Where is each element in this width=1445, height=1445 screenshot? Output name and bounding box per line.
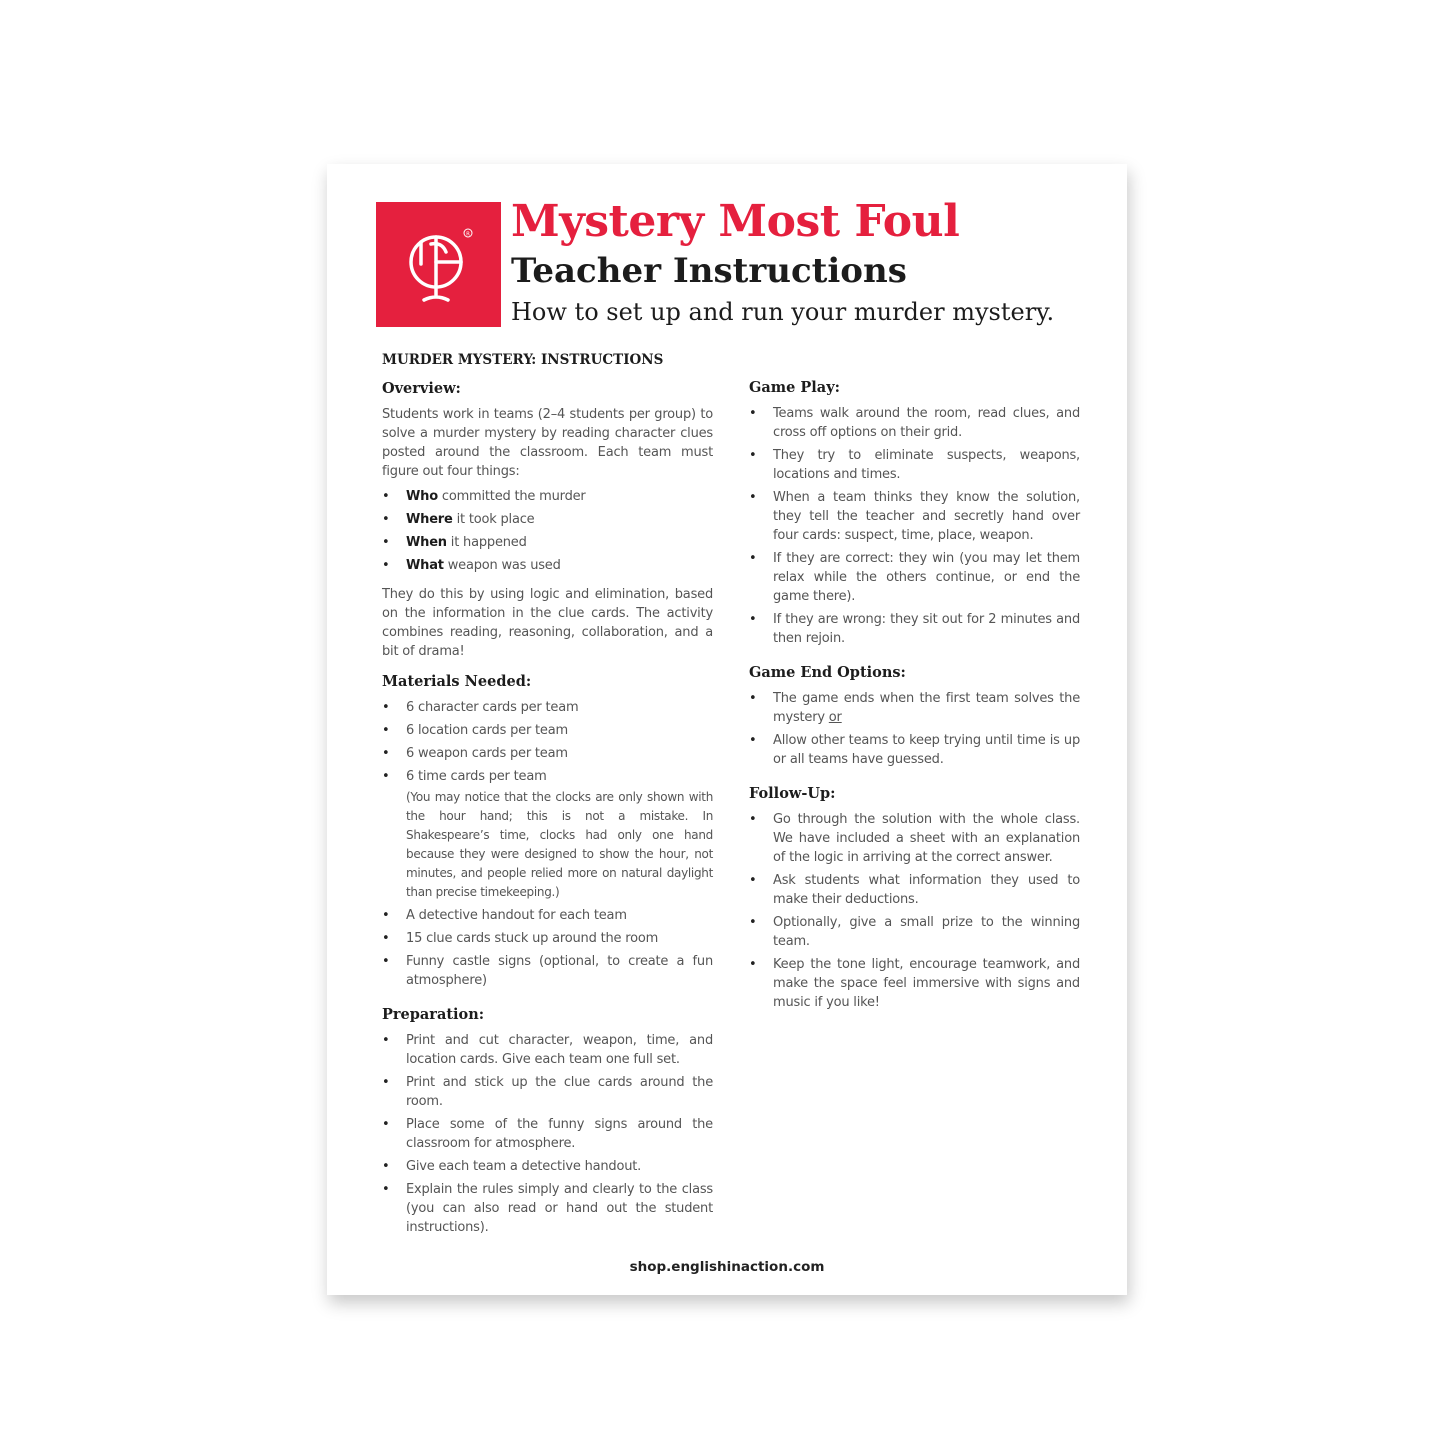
overview-list xyxy=(382,487,713,575)
main-heading: MURDER MYSTERY: INSTRUCTIONS xyxy=(382,352,664,368)
list-item: • They try to eliminate suspects, weapons, locations and times. xyxy=(749,448,1080,482)
list-item: • Keep the tone light, encourage teamwork, and make the space feel immersive with signs and music if you like! xyxy=(749,957,1080,1010)
list-item: • 6 weapon cards per team xyxy=(382,746,568,761)
list-item: • Teams walk around the room, read clues, and cross off options on their grid. xyxy=(749,406,1080,440)
list-item: • 15 clue cards stuck up around the room xyxy=(382,931,659,946)
followup-heading: Follow-Up: xyxy=(749,785,836,802)
list-item: • Place some of the funny signs around the classroom for atmosphere. xyxy=(382,1117,713,1151)
list-item: • Funny castle signs (optional, to create a fun atmosphere) xyxy=(382,954,713,988)
list-item: • A detective handout for each team xyxy=(382,908,627,923)
page-title: Mystery Most Foul xyxy=(511,196,960,247)
english-in-action-logo-icon xyxy=(376,202,501,327)
page-tagline: How to set up and run your murder mystery. xyxy=(511,298,1055,326)
page-subtitle: Teacher Instructions xyxy=(511,251,907,291)
list-item: • If they are wrong: they sit out for 2 minutes and then rejoin. xyxy=(749,612,1080,646)
materials-heading: Materials Needed: xyxy=(382,673,532,690)
list-item: • Where it took place xyxy=(382,512,535,527)
overview-heading: Overview: xyxy=(382,380,461,397)
materials-list xyxy=(382,698,713,786)
list-item: • The game ends when the first team solves the mystery or xyxy=(749,691,1080,725)
list-item: • 6 character cards per team xyxy=(382,700,579,715)
list-item: • Print and cut character, weapon, time, and location cards. Give each team one full set. xyxy=(382,1033,713,1067)
list-item: • Explain the rules simply and clearly to the class (you can also read or hand out the student instructions). xyxy=(382,1182,713,1235)
materials-list-continued xyxy=(382,906,713,990)
end-options-heading: Game End Options: xyxy=(749,664,906,681)
overview-intro: Students work in teams (2–4 students per group) to solve a murder mystery by reading character clues posted around the classroom. Each team must figure out four things: xyxy=(382,407,713,479)
list-item: • When a team thinks they know the solution, they tell the teacher and secretly hand over four cards: suspect, time, place, weapon. xyxy=(749,490,1080,543)
list-item: • Give each team a detective handout. xyxy=(382,1159,642,1174)
preparation-heading: Preparation: xyxy=(382,1006,485,1023)
overview-outro: They do this by using logic and elimination, based on the information in the clue cards. The activity combines reading, reasoning, collaboration, and a bit of drama! xyxy=(382,587,713,659)
right-column xyxy=(749,379,1080,1022)
footer-url: shop.englishinaction.com xyxy=(629,1259,825,1275)
gameplay-list xyxy=(749,404,1080,648)
clock-note: (You may notice that the clocks are only shown with the hour hand; this is not a mistake. In Shakespeare’s time, clocks had only one hand because they were designed to show the hour, not minutes, and people relied more on natural daylight than precise timekeeping.) xyxy=(406,790,713,899)
left-column xyxy=(382,352,713,1247)
svg-text:R: R xyxy=(466,231,470,238)
list-item: • 6 location cards per team xyxy=(382,723,568,738)
logo xyxy=(376,202,501,327)
preparation-list xyxy=(382,1031,713,1237)
document-page xyxy=(327,164,1127,1295)
list-item: • Go through the solution with the whole class. We have included a sheet with an explanation of the logic in arriving at the correct answer. xyxy=(749,812,1080,865)
gameplay-heading: Game Play: xyxy=(749,379,840,396)
list-item: • 6 time cards per team xyxy=(382,769,547,784)
list-item: • Ask students what information they used to make their deductions. xyxy=(749,873,1080,907)
list-item: • When it happened xyxy=(382,535,527,550)
list-item: • Allow other teams to keep trying until time is up or all teams have guessed. xyxy=(749,733,1080,767)
list-item: • Who committed the murder xyxy=(382,489,586,504)
list-item: • Optionally, give a small prize to the winning team. xyxy=(749,915,1080,949)
list-item: • If they are correct: they win (you may let them relax while the others continue, or end the game there). xyxy=(749,551,1080,604)
list-item: • What weapon was used xyxy=(382,558,561,573)
end-options-list xyxy=(749,689,1080,769)
followup-list xyxy=(749,810,1080,1012)
list-item: • Print and stick up the clue cards around the room. xyxy=(382,1075,713,1109)
